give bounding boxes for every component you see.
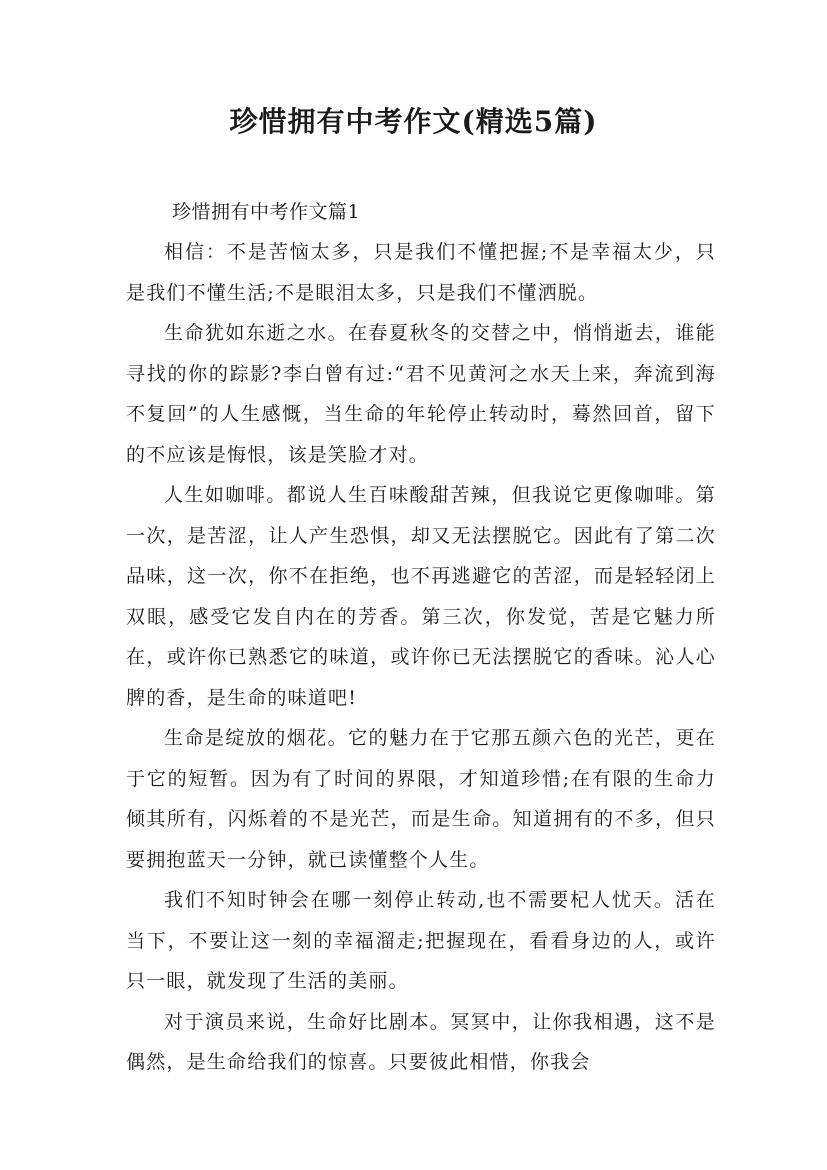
paragraph-5: 我们不知时钟会在哪一刻停止转动,也不需要杞人忧天。活在当下，不要让这一刻的幸福溜走;把握现在，看看身边的人，或许只一眼，就发现了生活的美丽。 xyxy=(126,889,716,992)
paragraph-2: 生命犹如东逝之水。在春夏秋冬的交替之中，悄悄逝去，谁能寻找的你的踪影?李白曾有过:“君不见黄河之水天上来，奔流到海不复回”的人生感慨，当生命的年轮停止转动时，蓦然回首，留下的不应该是悔恨，该是笑脸才对。 xyxy=(126,322,716,466)
paragraph-6: 对于演员来说，生命好比剧本。冥冥中，让你我相遇，这不是偶然，是生命给我们的惊喜。只要彼此相惜，你我会 xyxy=(126,1010,716,1073)
document-title: 珍惜拥有中考作文(精选5篇) xyxy=(229,105,598,138)
paragraph-3: 人生如咖啡。都说人生百味酸甜苦辣，但我说它更像咖啡。第一次，是苦涩，让人产生恐惧，却又无法摆脱它。因此有了第二次品味，这一次，你不在拒绝，也不再逃避它的苦涩，而是轻轻闭上双眼，感受它发自内在的芳香。第三次，你发觉，苦是它魅力所在，或许你已熟悉它的味道，或许你已无法摆脱它的香味。沁人心脾的香，是生命的味道吧! xyxy=(126,484,716,709)
section-heading: 珍惜拥有中考作文篇1 xyxy=(172,201,361,223)
document-body xyxy=(126,192,716,1083)
paragraph-1: 相信：不是苦恼太多，只是我们不懂把握;不是幸福太少，只是我们不懂生活;不是眼泪太多，只是我们不懂洒脱。 xyxy=(126,241,716,304)
paragraph-4: 生命是绽放的烟花。它的魅力在于它那五颜六色的光芒，更在于它的短暂。因为有了时间的界限，才知道珍惜;在有限的生命力倾其所有，闪烁着的不是光芒，而是生命。知道拥有的不多，但只要拥抱蓝天一分钟，就已读懂整个人生。 xyxy=(126,727,716,871)
